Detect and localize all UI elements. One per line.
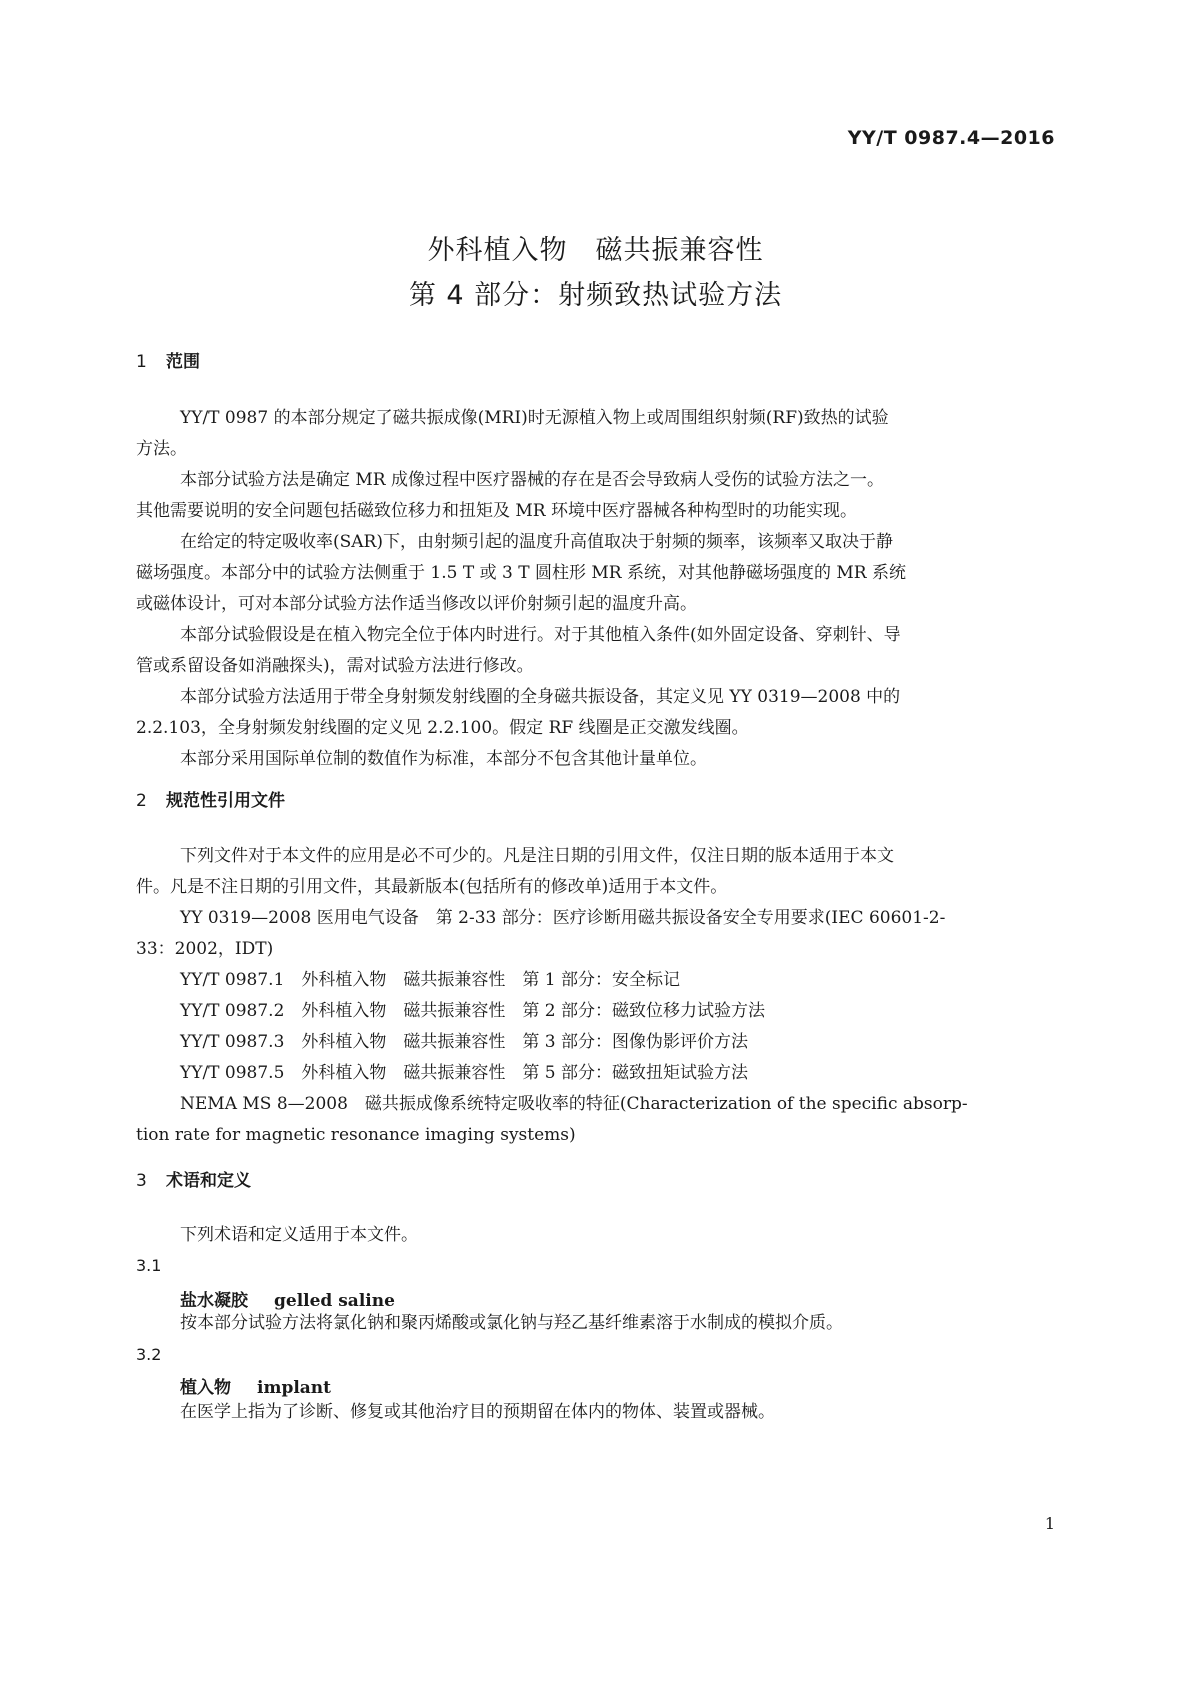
paragraph-line: 件。凡是不注日期的引用文件，其最新版本(包括所有的修改单)适用于本文件。 [136, 877, 728, 897]
section-2-heading [136, 786, 285, 811]
term-chinese: 盐水凝胶 [180, 1291, 248, 1311]
section-number: 2 [136, 791, 147, 811]
paragraph-line: 或磁体设计，可对本部分试验方法作适当修改以评价射频引起的温度升高。 [136, 594, 697, 614]
term-english: implant [257, 1378, 332, 1398]
section-1-heading [136, 347, 200, 372]
reference-line: NEMA MS 8—2008 磁共振成像系统特定吸收率的特征(Characterization of the specific absorp- [180, 1094, 968, 1114]
reference-line: YY/T 0987.1 外科植入物 磁共振兼容性 第 1 部分：安全标记 [180, 970, 681, 990]
term-definition: 按本部分试验方法将氯化钠和聚丙烯酸或氯化钠与羟乙基纤维素溶于水制成的模拟介质。 [180, 1313, 843, 1333]
section-1-body [136, 403, 1060, 775]
section-number: 1 [136, 352, 147, 372]
paragraph-line: 方法。 [136, 439, 187, 459]
paragraph-line: YY/T 0987 的本部分规定了磁共振成像(MRI)时无源植入物上或周围组织射频(RF)致热的试验 [180, 408, 889, 428]
reference-line: YY/T 0987.2 外科植入物 磁共振兼容性 第 2 部分：磁致位移力试验方法 [180, 1001, 766, 1021]
document-title: 外科植入物 磁共振兼容性 [427, 235, 764, 266]
reference-line: YY/T 0987.5 外科植入物 磁共振兼容性 第 5 部分：磁致扭矩试验方法 [180, 1063, 749, 1083]
paragraph-line: 本部分试验假设是在植入物完全位于体内时进行。对于其他植入条件(如外固定设备、穿刺针、导 [180, 625, 901, 645]
paragraph-line: 本部分试验方法适用于带全身射频发射线圈的全身磁共振设备，其定义见 YY 0319—2008 中的 [180, 687, 901, 707]
paragraph-line: 磁场强度。本部分中的试验方法侧重于 1.5 T 或 3 T 圆柱形 MR 系统，对其他静磁场强度的 MR 系统 [136, 563, 906, 583]
term-definition: 在医学上指为了诊断、修复或其他治疗目的预期留在体内的物体、装置或器械。 [180, 1402, 775, 1422]
reference-line: 33：2002，IDT) [136, 939, 274, 959]
document-subtitle: 第 4 部分：射频致热试验方法 [408, 280, 783, 311]
section-3-heading [136, 1166, 251, 1191]
term-number: 3.2 [136, 1345, 162, 1364]
reference-line: tion rate for magnetic resonance imaging systems) [136, 1125, 576, 1145]
paragraph-line: 本部分采用国际单位制的数值作为标准，本部分不包含其他计量单位。 [180, 749, 707, 769]
section-title: 范围 [166, 352, 200, 372]
page-number: 1 [1044, 1514, 1055, 1533]
reference-line: YY/T 0987.3 外科植入物 磁共振兼容性 第 3 部分：图像伪影评价方法 [180, 1032, 749, 1052]
reference-line: YY 0319—2008 医用电气设备 第 2-33 部分：医疗诊断用磁共振设备安全专用要求(IEC 60601-2- [180, 908, 946, 928]
paragraph-line: 在给定的特定吸收率(SAR)下，由射频引起的温度升高值取决于射频的频率，该频率又取决于静 [180, 532, 893, 552]
section-title: 规范性引用文件 [166, 791, 285, 811]
term-entry [180, 1373, 331, 1398]
paragraph-line: 下列术语和定义适用于本文件。 [180, 1225, 418, 1245]
section-2-body [136, 841, 1060, 1151]
paragraph-line: 下列文件对于本文件的应用是必不可少的。凡是注日期的引用文件，仅注日期的版本适用于本文 [180, 846, 894, 866]
term-english: gelled saline [274, 1291, 395, 1311]
section-number: 3 [136, 1171, 147, 1191]
paragraph-line: 2.2.103，全身射频发射线圈的定义见 2.2.100。假定 RF 线圈是正交激发线圈。 [136, 718, 749, 738]
paragraph-line: 其他需要说明的安全问题包括磁致位移力和扭矩及 MR 环境中医疗器械各种构型时的功能实现。 [136, 501, 858, 521]
term-chinese: 植入物 [180, 1378, 231, 1398]
term-number: 3.1 [136, 1256, 162, 1275]
paragraph-line: 管或系留设备如消融探头)，需对试验方法进行修改。 [136, 656, 534, 676]
standard-code: YY/T 0987.4—2016 [847, 127, 1055, 149]
section-title: 术语和定义 [166, 1171, 251, 1191]
section-3-intro [136, 1220, 1060, 1251]
paragraph-line: 本部分试验方法是确定 MR 成像过程中医疗器械的存在是否会导致病人受伤的试验方法之一。 [180, 470, 885, 490]
